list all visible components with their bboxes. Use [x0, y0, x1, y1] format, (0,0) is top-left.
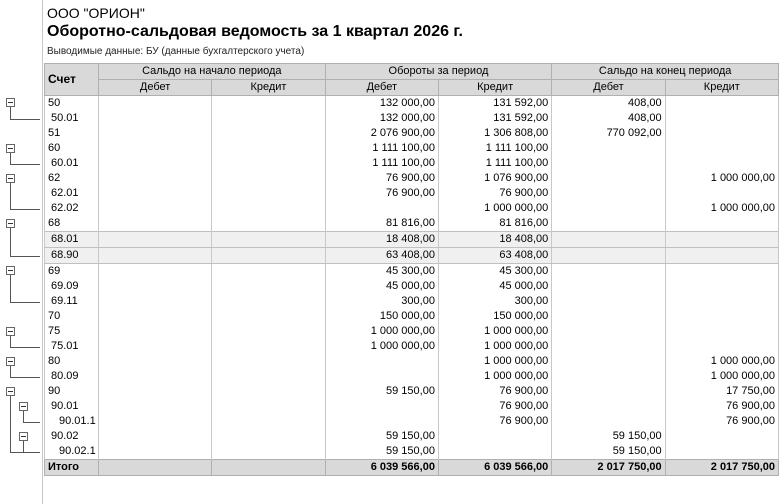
turnover-credit-cell: 150 000,00	[438, 309, 551, 324]
closing-debit-cell	[552, 216, 665, 232]
account-cell: 69.11	[45, 294, 99, 309]
group-line	[10, 228, 11, 256]
turnover-credit-cell: 76 900,00	[438, 384, 551, 399]
group-line	[23, 422, 40, 423]
opening-debit-cell	[98, 96, 211, 112]
opening-credit-cell	[212, 96, 325, 112]
turnover-debit-cell: 132 000,00	[325, 96, 438, 112]
report-subtitle: Выводимые данные: БУ (данные бухгалтерского учета)	[47, 46, 305, 57]
turnover-debit-cell: 59 150,00	[325, 444, 438, 460]
closing-debit-cell	[552, 186, 665, 201]
opening-credit-cell	[212, 414, 325, 429]
turnover-credit-cell: 76 900,00	[438, 186, 551, 201]
opening-credit-cell	[212, 171, 325, 186]
closing-debit-cell	[552, 279, 665, 294]
group-line	[23, 411, 24, 422]
table-row[interactable]	[45, 444, 779, 460]
column-header-opening-debit: Дебет	[98, 80, 211, 96]
account-cell: 90.02	[45, 429, 99, 444]
collapse-toggle-icon[interactable]	[6, 174, 15, 183]
closing-credit-cell	[665, 186, 778, 201]
closing-credit-cell	[665, 156, 778, 171]
opening-credit-cell	[212, 444, 325, 460]
closing-debit-cell	[552, 171, 665, 186]
group-line	[10, 164, 40, 165]
closing-debit-cell	[552, 414, 665, 429]
opening-debit-cell	[98, 156, 211, 171]
table-row[interactable]	[45, 264, 779, 280]
opening-credit-cell	[212, 141, 325, 156]
closing-credit-cell: 17 750,00	[665, 384, 778, 399]
account-cell: 62.01	[45, 186, 99, 201]
opening-credit-cell	[212, 201, 325, 216]
total-opening-credit	[212, 460, 325, 476]
opening-debit-cell	[98, 171, 211, 186]
group-line	[23, 452, 40, 453]
opening-credit-cell	[212, 324, 325, 339]
opening-debit-cell	[98, 324, 211, 339]
column-header-closing-debit: Дебет	[552, 80, 665, 96]
account-cell: 62.02	[45, 201, 99, 216]
turnover-debit-cell: 1 111 100,00	[325, 156, 438, 171]
turnover-credit-cell: 76 900,00	[438, 399, 551, 414]
closing-debit-cell	[552, 309, 665, 324]
turnover-debit-cell	[325, 399, 438, 414]
closing-credit-cell	[665, 324, 778, 339]
opening-debit-cell	[98, 309, 211, 324]
group-line	[10, 347, 40, 348]
opening-debit-cell	[98, 429, 211, 444]
opening-credit-cell	[212, 232, 325, 248]
column-header-opening-credit: Кредит	[212, 80, 325, 96]
opening-debit-cell	[98, 294, 211, 309]
turnover-debit-cell: 2 076 900,00	[325, 126, 438, 141]
opening-debit-cell	[98, 111, 211, 126]
opening-debit-cell	[98, 444, 211, 460]
column-header-turnover: Обороты за период	[325, 64, 552, 80]
closing-credit-cell	[665, 444, 778, 460]
opening-debit-cell	[98, 354, 211, 369]
account-cell: 60.01	[45, 156, 99, 171]
collapse-toggle-icon[interactable]	[19, 432, 28, 441]
total-turnover-debit: 6 039 566,00	[325, 460, 438, 476]
closing-credit-cell: 1 000 000,00	[665, 201, 778, 216]
turnover-debit-cell: 132 000,00	[325, 111, 438, 126]
account-cell: 80	[45, 354, 99, 369]
table-row[interactable]	[45, 126, 779, 141]
turnover-credit-cell: 63 408,00	[438, 248, 551, 264]
table-row[interactable]	[45, 279, 779, 294]
closing-credit-cell	[665, 339, 778, 354]
opening-debit-cell	[98, 216, 211, 232]
opening-credit-cell	[212, 399, 325, 414]
closing-debit-cell	[552, 264, 665, 280]
table-row[interactable]	[45, 111, 779, 126]
table-row[interactable]	[45, 354, 779, 369]
closing-debit-cell: 59 150,00	[552, 444, 665, 460]
opening-debit-cell	[98, 339, 211, 354]
closing-credit-cell	[665, 248, 778, 264]
table-row[interactable]	[45, 141, 779, 156]
closing-credit-cell	[665, 111, 778, 126]
opening-credit-cell	[212, 279, 325, 294]
turnover-credit-cell	[438, 429, 551, 444]
group-line	[10, 107, 11, 118]
opening-debit-cell	[98, 232, 211, 248]
table-row[interactable]	[45, 96, 779, 112]
table-row[interactable]	[45, 384, 779, 399]
turnover-debit-cell: 76 900,00	[325, 186, 438, 201]
closing-debit-cell	[552, 324, 665, 339]
opening-debit-cell	[98, 399, 211, 414]
organization-name: ООО "ОРИОН"	[47, 5, 145, 21]
closing-credit-cell	[665, 216, 778, 232]
group-line	[10, 366, 11, 377]
account-cell: 50.01	[45, 111, 99, 126]
table-row[interactable]	[45, 369, 779, 384]
trial-balance-table	[44, 63, 779, 476]
collapse-toggle-icon[interactable]	[6, 327, 15, 336]
turnover-credit-cell: 1 111 100,00	[438, 156, 551, 171]
closing-debit-cell	[552, 232, 665, 248]
opening-debit-cell	[98, 279, 211, 294]
account-cell: 80.09	[45, 369, 99, 384]
table-row[interactable]	[45, 339, 779, 354]
turnover-credit-cell: 131 592,00	[438, 111, 551, 126]
opening-debit-cell	[98, 414, 211, 429]
turnover-debit-cell	[325, 201, 438, 216]
group-line	[10, 302, 40, 303]
outline-panel	[0, 0, 43, 504]
turnover-credit-cell: 18 408,00	[438, 232, 551, 248]
turnover-credit-cell: 1 000 000,00	[438, 201, 551, 216]
table-row[interactable]	[45, 294, 779, 309]
turnover-debit-cell: 59 150,00	[325, 384, 438, 399]
opening-debit-cell	[98, 248, 211, 264]
turnover-debit-cell	[325, 354, 438, 369]
opening-credit-cell	[212, 309, 325, 324]
account-cell: 51	[45, 126, 99, 141]
opening-debit-cell	[98, 141, 211, 156]
turnover-credit-cell: 1 000 000,00	[438, 339, 551, 354]
account-cell: 50	[45, 96, 99, 112]
table-row[interactable]	[45, 216, 779, 232]
opening-debit-cell	[98, 384, 211, 399]
group-line	[10, 336, 11, 347]
closing-debit-cell: 408,00	[552, 96, 665, 112]
table-row[interactable]	[45, 171, 779, 186]
column-header-opening-balance: Сальдо на начало периода	[98, 64, 325, 80]
opening-credit-cell	[212, 126, 325, 141]
turnover-credit-cell: 1 076 900,00	[438, 171, 551, 186]
report-title: Оборотно-сальдовая ведомость за 1 квартал 2026 г.	[47, 23, 463, 40]
closing-credit-cell	[665, 264, 778, 280]
closing-debit-cell	[552, 399, 665, 414]
opening-credit-cell	[212, 354, 325, 369]
closing-credit-cell: 76 900,00	[665, 414, 778, 429]
group-line	[10, 256, 40, 257]
group-line	[10, 377, 40, 378]
closing-debit-cell	[552, 201, 665, 216]
turnover-credit-cell: 1 000 000,00	[438, 369, 551, 384]
table-row[interactable]	[45, 186, 779, 201]
account-cell: 75.01	[45, 339, 99, 354]
opening-credit-cell	[212, 339, 325, 354]
turnover-debit-cell: 59 150,00	[325, 429, 438, 444]
group-line	[10, 153, 11, 164]
group-line	[10, 275, 11, 301]
turnover-credit-cell: 45 300,00	[438, 264, 551, 280]
opening-credit-cell	[212, 216, 325, 232]
column-header-closing-credit: Кредит	[665, 80, 778, 96]
column-header-turnover-debit: Дебет	[325, 80, 438, 96]
account-cell: 69.09	[45, 279, 99, 294]
turnover-credit-cell: 1 000 000,00	[438, 354, 551, 369]
opening-credit-cell	[212, 156, 325, 171]
table-row[interactable]	[45, 309, 779, 324]
turnover-credit-cell: 1 000 000,00	[438, 324, 551, 339]
turnover-debit-cell: 1 000 000,00	[325, 324, 438, 339]
closing-debit-cell	[552, 156, 665, 171]
total-closing-credit: 2 017 750,00	[665, 460, 778, 476]
closing-debit-cell	[552, 248, 665, 264]
closing-credit-cell	[665, 232, 778, 248]
column-header-account: Счет	[45, 64, 99, 96]
account-cell: 62	[45, 171, 99, 186]
table-row[interactable]	[45, 232, 779, 248]
collapse-toggle-icon[interactable]	[6, 144, 15, 153]
table-row[interactable]	[45, 248, 779, 264]
turnover-credit-cell: 1 306 808,00	[438, 126, 551, 141]
group-line	[23, 441, 24, 452]
turnover-credit-cell: 76 900,00	[438, 414, 551, 429]
table-row[interactable]	[45, 414, 779, 429]
turnover-credit-cell	[438, 444, 551, 460]
opening-debit-cell	[98, 126, 211, 141]
group-line	[10, 119, 40, 120]
closing-debit-cell: 770 092,00	[552, 126, 665, 141]
collapse-toggle-icon[interactable]	[6, 98, 15, 107]
closing-debit-cell	[552, 354, 665, 369]
collapse-toggle-icon[interactable]	[19, 402, 28, 411]
table-row[interactable]	[45, 201, 779, 216]
closing-credit-cell: 76 900,00	[665, 399, 778, 414]
closing-credit-cell	[665, 96, 778, 112]
opening-debit-cell	[98, 186, 211, 201]
opening-debit-cell	[98, 369, 211, 384]
opening-debit-cell	[98, 264, 211, 280]
account-cell: 68	[45, 216, 99, 232]
account-cell: 69	[45, 264, 99, 280]
opening-credit-cell	[212, 294, 325, 309]
table-row[interactable]	[45, 324, 779, 339]
closing-debit-cell	[552, 294, 665, 309]
group-line	[10, 183, 11, 209]
collapse-toggle-icon[interactable]	[6, 219, 15, 228]
turnover-credit-cell: 131 592,00	[438, 96, 551, 112]
turnover-debit-cell: 81 816,00	[325, 216, 438, 232]
closing-debit-cell: 59 150,00	[552, 429, 665, 444]
closing-credit-cell: 1 000 000,00	[665, 354, 778, 369]
turnover-debit-cell: 150 000,00	[325, 309, 438, 324]
table-row[interactable]	[45, 399, 779, 414]
turnover-credit-cell: 1 111 100,00	[438, 141, 551, 156]
closing-credit-cell	[665, 294, 778, 309]
opening-credit-cell	[212, 111, 325, 126]
collapse-toggle-icon[interactable]	[6, 266, 15, 275]
account-cell: 90	[45, 384, 99, 399]
turnover-debit-cell	[325, 414, 438, 429]
closing-debit-cell: 408,00	[552, 111, 665, 126]
group-line	[10, 209, 40, 210]
column-header-closing-balance: Сальдо на конец периода	[552, 64, 779, 80]
total-opening-debit	[98, 460, 211, 476]
turnover-debit-cell: 45 000,00	[325, 279, 438, 294]
account-cell: 70	[45, 309, 99, 324]
account-cell: 68.01	[45, 232, 99, 248]
opening-credit-cell	[212, 264, 325, 280]
turnover-debit-cell: 1 000 000,00	[325, 339, 438, 354]
turnover-debit-cell: 18 408,00	[325, 232, 438, 248]
total-closing-debit: 2 017 750,00	[552, 460, 665, 476]
opening-credit-cell	[212, 186, 325, 201]
total-label: Итого	[45, 460, 99, 476]
account-cell: 90.02.1	[45, 444, 99, 460]
total-row[interactable]	[45, 460, 779, 476]
turnover-credit-cell: 45 000,00	[438, 279, 551, 294]
opening-credit-cell	[212, 369, 325, 384]
account-cell: 90.01	[45, 399, 99, 414]
opening-credit-cell	[212, 429, 325, 444]
turnover-credit-cell: 81 816,00	[438, 216, 551, 232]
account-cell: 75	[45, 324, 99, 339]
group-line	[10, 396, 11, 452]
opening-credit-cell	[212, 248, 325, 264]
turnover-debit-cell: 45 300,00	[325, 264, 438, 280]
account-cell: 68.90	[45, 248, 99, 264]
collapse-toggle-icon[interactable]	[6, 357, 15, 366]
closing-credit-cell	[665, 429, 778, 444]
turnover-debit-cell: 300,00	[325, 294, 438, 309]
turnover-debit-cell: 76 900,00	[325, 171, 438, 186]
table-row[interactable]	[45, 156, 779, 171]
total-turnover-credit: 6 039 566,00	[438, 460, 551, 476]
closing-debit-cell	[552, 384, 665, 399]
closing-credit-cell	[665, 141, 778, 156]
closing-credit-cell	[665, 126, 778, 141]
table-row[interactable]	[45, 429, 779, 444]
turnover-debit-cell: 63 408,00	[325, 248, 438, 264]
account-cell: 90.01.1	[45, 414, 99, 429]
closing-credit-cell: 1 000 000,00	[665, 369, 778, 384]
column-header-turnover-credit: Кредит	[438, 80, 551, 96]
closing-debit-cell	[552, 339, 665, 354]
turnover-debit-cell	[325, 369, 438, 384]
account-cell: 60	[45, 141, 99, 156]
turnover-debit-cell: 1 111 100,00	[325, 141, 438, 156]
closing-debit-cell	[552, 369, 665, 384]
turnover-credit-cell: 300,00	[438, 294, 551, 309]
opening-credit-cell	[212, 384, 325, 399]
closing-debit-cell	[552, 141, 665, 156]
closing-credit-cell	[665, 309, 778, 324]
collapse-toggle-icon[interactable]	[6, 387, 15, 396]
closing-credit-cell: 1 000 000,00	[665, 171, 778, 186]
closing-credit-cell	[665, 279, 778, 294]
opening-debit-cell	[98, 201, 211, 216]
